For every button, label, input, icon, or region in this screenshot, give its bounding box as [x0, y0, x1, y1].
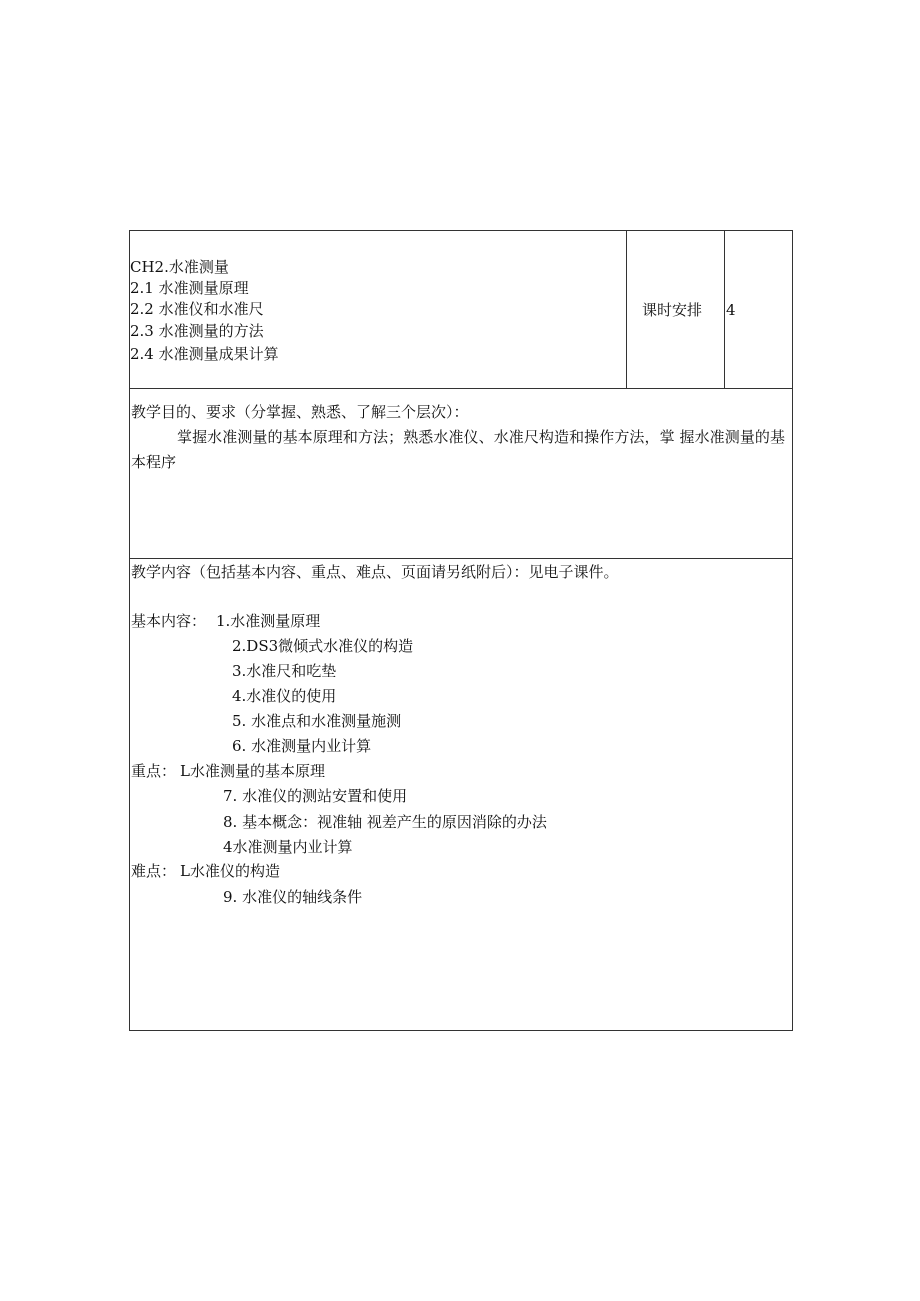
key-label: 重点： [131, 762, 177, 780]
basic-label: 基本内容： [131, 612, 207, 630]
section-item-1: 2.1 水准测量原理 [130, 279, 249, 297]
key-item-3: 8. 基本概念：视准轴 视差产生的原因消除的办法 [223, 813, 547, 831]
basic-item-2: 2.DS3微倾式水准仪的构造 [232, 637, 414, 655]
section-item-4: 2.4 水准测量成果计算 [130, 345, 279, 363]
objectives-body: 掌握水准测量的基本原理和方法；熟悉水准仪、水准尺构造和操作方法，掌 握水准测量的基本程序 [131, 428, 785, 471]
key-item-1: L水准测量的基本原理 [180, 762, 325, 780]
content-heading: 教学内容（包括基本内容、重点、难点、页面请另纸附后）：见电子课件。 [131, 563, 619, 581]
lesson-plan-table [129, 230, 793, 1031]
difficult-item-1: L水准仪的构造 [180, 862, 280, 880]
objectives-heading: 教学目的、要求（分掌握、熟悉、了解三个层次）： [131, 403, 469, 421]
row-divider-2 [129, 558, 793, 559]
hours-label: 课时安排 [642, 301, 703, 319]
key-item-4: 4水准测量内业计算 [223, 838, 353, 856]
section-item-2: 2.2 水准仪和水准尺 [130, 300, 264, 318]
basic-item-6: 6. 水准测量内业计算 [232, 737, 372, 755]
basic-item-5: 5. 水准点和水准测量施测 [232, 712, 402, 730]
chapter-title: CH2.水准测量 [130, 258, 229, 276]
section-item-3: 2.3 水准测量的方法 [130, 322, 264, 340]
difficult-item-2: 9. 水准仪的轴线条件 [223, 888, 363, 906]
basic-item-1: 1.水准测量原理 [216, 612, 321, 630]
row-divider-1 [129, 388, 793, 389]
key-item-2: 7. 水准仪的测站安置和使用 [223, 787, 408, 805]
column-divider-1 [626, 230, 627, 388]
hours-value: 4 [726, 301, 736, 319]
basic-item-4: 4.水准仪的使用 [232, 687, 337, 705]
difficult-label: 难点： [131, 862, 177, 880]
basic-item-3: 3.水准尺和吃垫 [232, 662, 337, 680]
column-divider-2 [724, 230, 725, 388]
